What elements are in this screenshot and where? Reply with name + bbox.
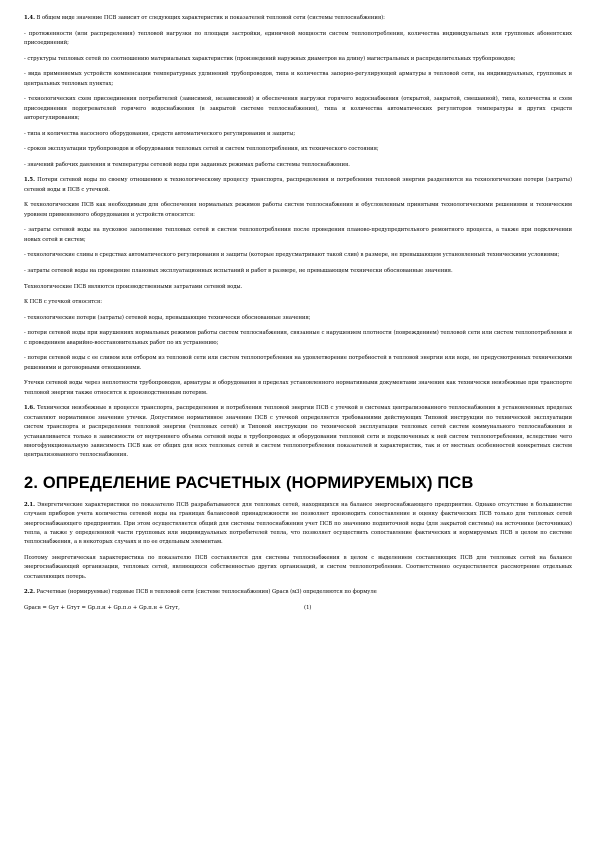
paragraph-1-4 [24, 14, 572, 23]
paragraph-1-5 [24, 176, 572, 195]
document-page [24, 14, 572, 613]
paragraph-text: Технически неизбежные в процессе транспорта, распределения и потребления тепловой энергии ПСВ с утечкой в системах централизованного теплоснабжения в установленных пределах составляют нормативное значение утечки. Допустимое нормативное значение ПСВ с утечкой определяется требованиями действующих Типовой инструкции по технической эксплуатации систем транспорта и распределения тепловой энергии (тепловых сетей) и Типовой инструкции по технической эксплуатации тепловых сетей систем коммунального теплоснабжения и устанавливается только в зависимости от внутреннего объема сетевой воды в трубопроводах и оборудовании тепловой сети и подключенных к ней систем теплопотребления, вследствие чего многофункциональную зависимость ПСВ как от общих для всех тепловых сетей и систем теплопотребления показателей и характеристик, так и от местных особенностей конкретных систем централизованного теплоснабжения. [24, 405, 572, 459]
bullet-item: - протяженности (или распределения) тепловой нагрузки по площади застройки, единичной мощности систем теплопотребления, количества индивидуальных или групповых абонентских присоединений; [24, 30, 572, 46]
bullet-item: - потери сетевой воды при нарушениях нормальных режимов работы систем теплоснабжения, связанные с нарушением плотности (повреждением) тепловой сети или систем теплопотребления и с проведением аварийно-восстановительных работ по их устранению; [24, 330, 572, 346]
paragraph-2-1 [24, 501, 572, 548]
paragraph: Технологические ПСВ являются производственными затратами сетевой воды. [24, 283, 243, 290]
bullet-item: - затраты сетевой воды на проведение плановых эксплуатационных испытаний и работ в размере, не превышающем технически обоснованные значения. [24, 267, 453, 274]
paragraph: Утечки сетевой воды через неплотности трубопроводов, арматуры и оборудования в пределах установленного нормативными документами значения как технически неизбежные при транспорте тепловой энергии также относятся к производственным потерям. [24, 380, 572, 396]
bullet-item: - структуры тепловых сетей по соотношению материальных характеристик (произведений наружных диаметров на длину) магистральных и распределительных трубопроводов; [24, 55, 516, 62]
bullet-item: - технологических схем присоединения потребителей (зависимой, независимой) и обеспечения нагрузки горячего водоснабжения (открытой, закрытой, смешанной), типа, количества и схем присоединения подогревателей горячего водоснабжения (в закрытой системе теплоснабжения), типа и количества автоматических регуляторов температуры и других средств авторегулирования; [24, 96, 572, 121]
paragraph: К ПСВ с утечкой относятся: [24, 299, 102, 306]
equation-number: (1) [304, 605, 312, 611]
bullet-item: - значений рабочих давления и температуры сетевой воды при заданных режимах работы системы теплоснабжения. [24, 161, 350, 168]
clause-number: 1.4. [24, 15, 35, 21]
paragraph-text: Расчетные (нормируемые) годовые ПСВ в тепловой сети (системе теплоснабжения) Gрасв (м3) определяются по формуле [36, 589, 377, 596]
bullet-item: - технологические потери (затраты) сетевой воды, превышающие технически обоснованные значения; [24, 314, 311, 321]
paragraph-text: Потери сетевой воды по своему отношению к технологическому процессу транспорта, распределения и потребления тепловой энергии разделяются на технологические потери (затраты) сетевой воды и ПСВ с утечкой. [24, 177, 572, 193]
paragraph: К технологическим ПСВ как необходимым для обеспечения нормальных режимов работы систем теплоснабжения и обусловленным принятыми технологическими решениями и техническим уровнем применяемого оборудования и устройств относятся: [24, 202, 572, 218]
bullet-item: - технологические сливы в средствах автоматического регулирования и защиты (которые предусматривают такой слив) в размере, не превышающем установленный техническими условиями; [24, 252, 560, 259]
formula [24, 604, 572, 613]
paragraph-text: В общем виде значение ПСВ зависит от следующих характеристик и показателей тепловой сети (системы теплоснабжения): [36, 15, 385, 21]
paragraph-1-6 [24, 404, 572, 460]
bullet-item: - сроков эксплуатации трубопроводов и оборудования тепловых сетей и систем теплопотребления, их технического состояния; [24, 146, 379, 153]
clause-number: 1.5. [24, 177, 35, 184]
clause-number: 1.6. [24, 405, 35, 412]
bullet-item: - потери сетевой воды с ее сливом или отбором из тепловой сети или систем теплопотребления на удовлетворение потребностей в тепловой энергии или воде, не предусмотренных техническими решениями и договорными отношениями. [24, 355, 572, 371]
bullet-item: - вида применяемых устройств компенсации температурных удлинений трубопроводов, типа и количества запорно-регулирующей арматуры в тепловой сети, на индивидуальных, групповых и центральных тепловых пунктах; [24, 71, 572, 87]
bullet-item: - типа и количества насосного оборудования, средств автоматического регулирования и защиты; [24, 130, 296, 137]
paragraph-text: Энергетические характеристики по показателю ПСВ разрабатываются для тепловых сетей, находящихся на балансе энергоснабжающего предприятия. Однако отсутствие в большинстве случаев приборов учета количества сетевой воды на границах балансовой принадлежности не позволяет производить сопоставление и оценку фактических ПСВ только для тепловых сетей энергоснабжающего предприятия. При этом осуществляется общий для системы теплоснабжения учет ПСВ по значению подпиточной воды (для закрытой системы) на источнике (источниках) тепла, а также у определенной части групповых или индивидуальных потребителей тепла, что позволяет осуществить сопоставление фактических и нормируемых ПСВ в целом по системе теплоснабжения, а в некоторых случаях и по ее отдельным элементам. [24, 501, 572, 546]
section-heading: 2. ОПРЕДЕЛЕНИЕ РАСЧЕТНЫХ (НОРМИРУЕМЫХ) ПСВ [24, 473, 474, 492]
paragraph-2-2 [24, 588, 572, 597]
clause-number: 2.2. [24, 589, 35, 596]
clause-number: 2.1. [24, 501, 35, 508]
bullet-item: - затраты сетевой воды на пусковое заполнение тепловых сетей и систем теплопотребления после проведения планово-предупредительного ремонтного процесса, а также при подключении новых сетей и систем; [24, 227, 572, 243]
formula-text: Gрасв = Gут + Gтут = Gр.п.н + Gр.п.о + Gр.п.н + Gтут, [24, 605, 180, 611]
paragraph: Поэтому энергетическая характеристика по показателю ПСВ составляется для системы теплоснабжения в целом с выделением составляющих ПСВ для тепловых сетей на балансе энергоснабжающей организации, тепловых сетей, являющихся собственностью других организаций, и систем теплопотребления. Соответственно осуществляется рассмотрение отдельных составляющих потерь. [24, 555, 572, 580]
